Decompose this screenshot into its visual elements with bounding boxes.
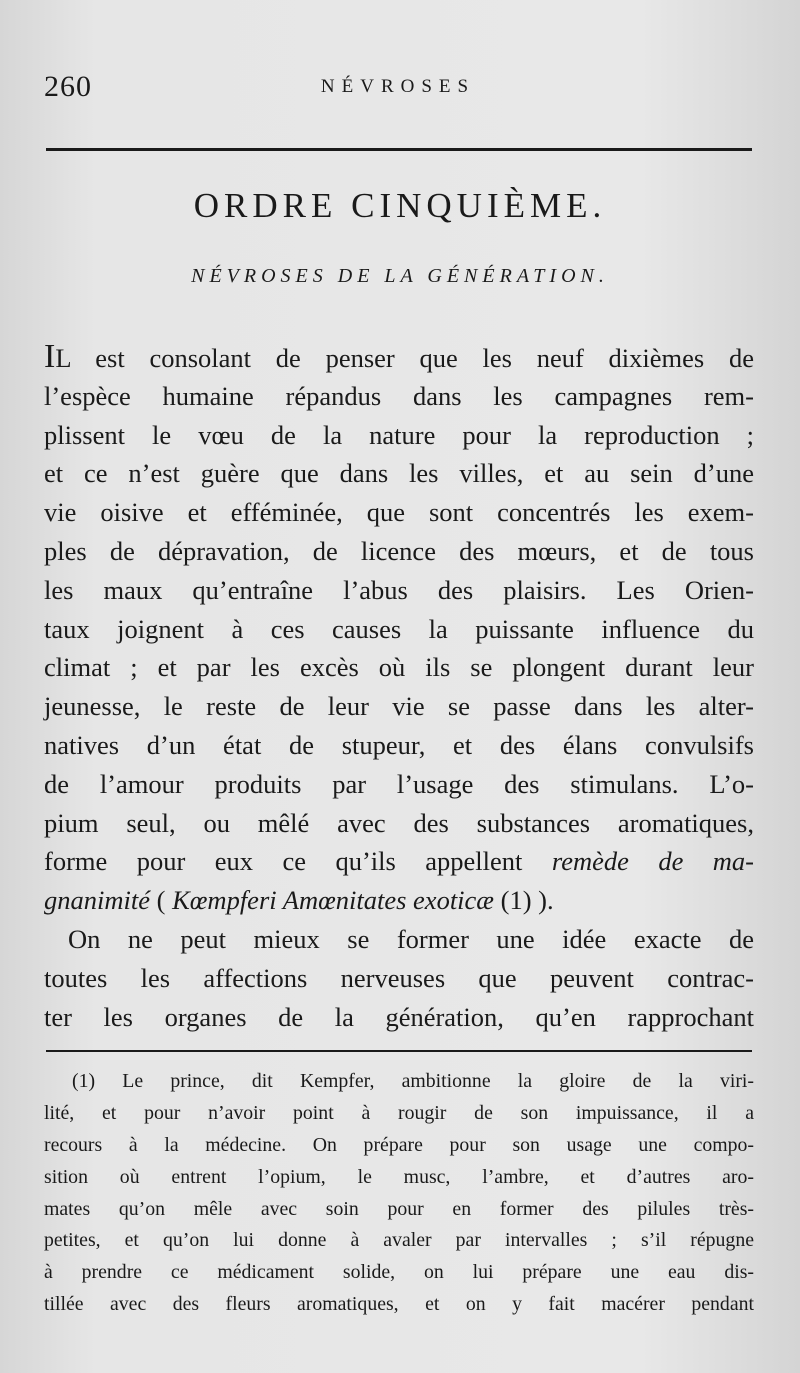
body-line: taux joignent à ces causes la puissante influence du <box>44 613 754 644</box>
body-line: natives d’un état de stupeur, et des élans convulsifs <box>44 729 754 760</box>
citation-title: Kœmpferi Amœnitates exoticæ <box>172 885 494 916</box>
body-line-text: L est consolant de penser que les neuf dixièmes de <box>55 343 754 373</box>
body-line: toutes les affections nerveuses que peuvent contrac- <box>44 962 754 993</box>
section-title: ORDRE CINQUIÈME. <box>193 186 607 225</box>
header-rule <box>46 148 752 151</box>
body-line <box>44 920 754 959</box>
body-line <box>44 881 754 920</box>
section-subtitle: NÉVROSES DE LA GÉNÉRATION. <box>191 265 609 287</box>
body-line <box>44 338 754 377</box>
footnote-rule <box>46 1050 752 1052</box>
body-line: de l’amour produits par l’usage des stimulans. L’o- <box>44 768 754 799</box>
footnote <box>44 1066 754 1321</box>
body-line: vie oisive et efféminée, que sont concentrés les exem- <box>44 497 754 528</box>
page-number: 260 <box>44 70 92 103</box>
footnote-line: recours à la médecine. On prépare pour son usage une compo- <box>44 1133 754 1156</box>
footnote-line: petites, et qu’on lui donne à avaler par intervalles ; s’il répugne <box>44 1229 754 1252</box>
drop-cap: I <box>44 338 56 375</box>
body-line: les maux qu’entraîne l’abus des plaisirs. Les Orien- <box>44 574 754 605</box>
footnote-line: à prendre ce médicament solide, on lui prépare une eau dis- <box>44 1261 754 1284</box>
body-line: climat ; et par les excès où ils se plongent durant leur <box>44 652 754 683</box>
body-line-text: ( <box>150 885 173 916</box>
footnote-line: tillée avec des fleurs aromatiques, et on y fait macérer pendant <box>44 1293 754 1316</box>
body-line <box>44 842 754 881</box>
italic-phrase: gnanimité <box>44 885 150 916</box>
body-line: plissent le vœu de la nature pour la reproduction ; <box>44 419 754 450</box>
body-line: ter les organes de la génération, qu’en rapprochant <box>44 1001 754 1032</box>
body-line: et ce n’est guère que dans les villes, et au sein d’une <box>44 458 754 489</box>
body-text <box>44 338 754 1036</box>
footnote-line: lité, et pour n’avoir point à rougir de son impuissance, il a <box>44 1101 754 1124</box>
body-line: pium seul, ou mêlé avec des substances aromatiques, <box>44 807 754 838</box>
body-line: ples de dépravation, de licence des mœurs, et de tous <box>44 535 754 566</box>
body-line: l’espèce humaine répandus dans les campagnes rem- <box>44 380 754 411</box>
running-head <box>44 70 752 106</box>
footnote-line <box>44 1066 754 1098</box>
footnote-line: sition où entrent l’opium, le musc, l’ambre, et d’autres aro- <box>44 1165 754 1188</box>
footnote-line: mates qu’on mêle avec soin pour en former des pilules très- <box>44 1197 754 1220</box>
footnote-line-text: (1) Le prince, dit Kempfer, ambitionne la gloire de la viri- <box>72 1070 754 1092</box>
body-line: jeunesse, le reste de leur vie se passe dans les alter- <box>44 691 754 722</box>
body-line-text: forme pour eux ce qu’ils appellent <box>44 846 552 877</box>
body-line-text: On ne peut mieux se former une idée exacte de <box>68 923 754 954</box>
italic-phrase: remède de ma- <box>551 846 754 877</box>
footnote-reference: (1) ). <box>494 885 554 916</box>
running-title: NÉVROSES <box>320 76 476 97</box>
